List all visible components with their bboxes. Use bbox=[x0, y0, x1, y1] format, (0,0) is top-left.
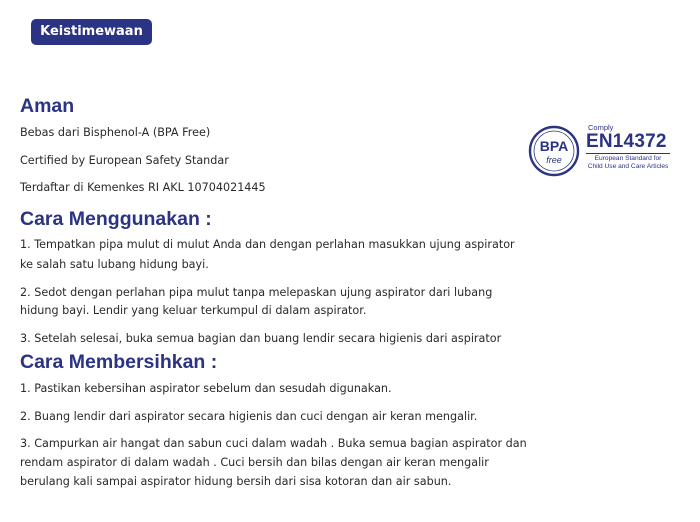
menggunakan-step-3-line-1: 3. Setelah selesai, buka semua bagian dan buang lendir secara higienis dari aspirator bbox=[20, 332, 502, 345]
bpa-logo-main-text: BPA bbox=[539, 138, 569, 154]
cara-menggunakan-title: Cara Menggunakan : bbox=[20, 208, 212, 230]
en-desc-line1: European Standard for bbox=[594, 155, 662, 162]
menggunakan-step-1-line-1: 1. Tempatkan pipa mulut di mulut Anda dan dengan perlahan masukkan ujung aspirator bbox=[20, 238, 515, 251]
en-standard-code: EN14372 bbox=[586, 131, 667, 152]
en-divider bbox=[586, 153, 670, 154]
aman-item-certified: Certified by European Safety Standar bbox=[20, 154, 229, 167]
menggunakan-step-2-line-2: hidung bayi. Lendir yang keluar terkumpul di dalam aspirator. bbox=[20, 304, 367, 317]
membersihkan-step-1: 1. Pastikan kebersihan aspirator sebelum dan sesudah digunakan. bbox=[20, 382, 392, 395]
aman-item-bpa-free: Bebas dari Bisphenol-A (BPA Free) bbox=[20, 126, 211, 139]
en14372-logo bbox=[586, 124, 676, 170]
menggunakan-step-1-line-2: ke salah satu lubang hidung bayi. bbox=[20, 258, 209, 271]
aman-title: Aman bbox=[20, 95, 75, 117]
membersihkan-step-3-line-2: rendam aspirator di dalam wadah . Cuci bersih dan bilas dengan air keran mengalir bbox=[20, 456, 489, 469]
en-desc-line2: Child Use and Care Articles bbox=[587, 162, 669, 170]
aman-item-kemenkes: Terdaftar di Kemenkes RI AKL 10704021445 bbox=[20, 181, 266, 194]
keistimewaan-badge: Keistimewaan bbox=[31, 19, 152, 45]
membersihkan-step-2: 2. Buang lendir dari aspirator secara higienis dan cuci dengan air keran mengalir. bbox=[20, 410, 478, 423]
membersihkan-step-3-line-1: 3. Campurkan air hangat dan sabun cuci dalam wadah . Buka semua bagian aspirator dan bbox=[20, 437, 527, 450]
menggunakan-step-2-line-1: 2. Sedot dengan perlahan pipa mulut tanpa melepaskan ujung aspirator dari lubang bbox=[20, 286, 493, 299]
cara-membersihkan-title: Cara Membersihkan : bbox=[20, 351, 218, 373]
bpa-logo-sub-text: free bbox=[546, 155, 562, 165]
membersihkan-step-3-line-3: berulang kali sampai aspirator hidung bersih dari sisa kotoran dan air sabun. bbox=[20, 475, 452, 488]
bpa-free-logo bbox=[528, 125, 580, 177]
en-comply-label: Comply bbox=[588, 123, 614, 132]
